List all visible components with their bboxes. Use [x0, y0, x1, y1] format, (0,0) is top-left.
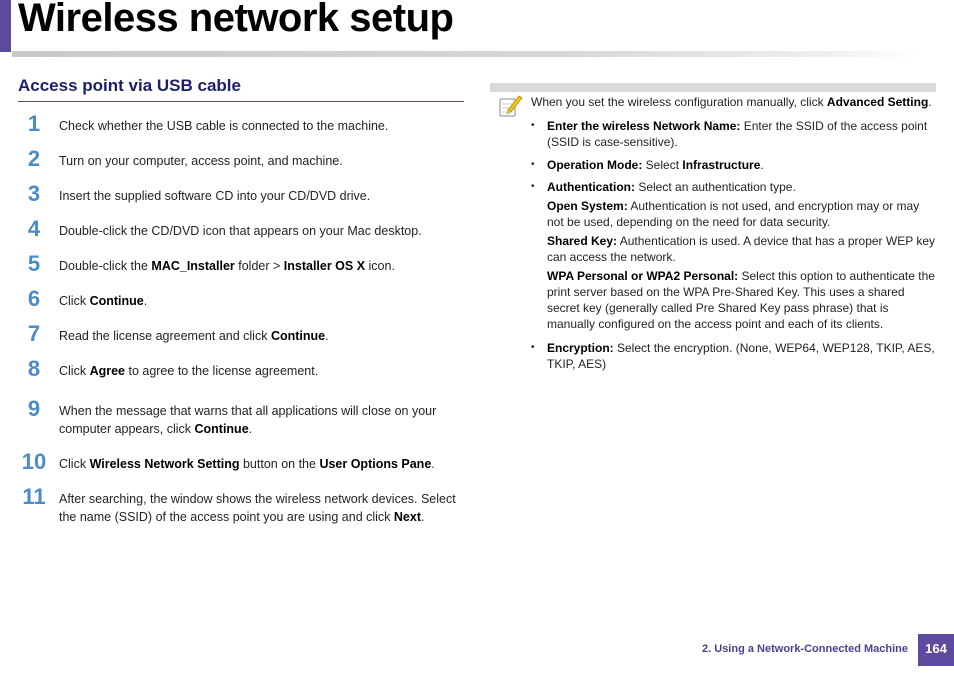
bullet-text	[547, 118, 939, 150]
bold-term: Continue	[89, 294, 144, 308]
step-number: 9	[27, 396, 41, 421]
bold-term: Continue	[270, 329, 326, 343]
step-number: 3	[27, 181, 41, 206]
bold-term: Continue	[194, 422, 249, 436]
bold-term: Authentication:	[547, 180, 635, 194]
bullet-dot: •	[531, 181, 535, 192]
bullet-paragraph: Enter the wireless Network Name: Enter the SSID of the access point (SSID is case-sensitive).	[547, 119, 928, 149]
step-text: Read the license agreement and click Continue.	[59, 329, 329, 343]
bold-term: Wireless Network Setting	[89, 457, 240, 471]
step-number: 2	[27, 146, 41, 171]
bullet-paragraph: Operation Mode: Select Infrastructure.	[547, 158, 764, 172]
bullet-paragraph: Encryption: Select the encryption. (None, WEP64, WEP128, TKIP, AES, TKIP, AES)	[547, 341, 935, 371]
step-text: Double-click the MAC_Installer folder > Installer OS X icon.	[59, 259, 395, 273]
section-divider	[18, 101, 464, 102]
step-number: 5	[27, 251, 41, 276]
bold-term: Shared Key:	[547, 234, 618, 248]
bold-term: User Options Pane	[319, 457, 432, 471]
bold-term: Agree	[89, 364, 125, 378]
step-text: Click Continue.	[59, 294, 148, 308]
page-number-badge: 164	[918, 634, 954, 666]
step-text: Click Wireless Network Setting button on the User Options Pane.	[59, 457, 435, 471]
bold-term: Encryption:	[547, 341, 614, 355]
bullet-text	[547, 179, 939, 332]
step-number: 4	[27, 216, 41, 241]
step-number: 10	[21, 449, 47, 474]
bold-term: Open System:	[547, 199, 628, 213]
bold-term: Infrastructure	[682, 158, 761, 172]
section-heading: Access point via USB cable	[18, 76, 241, 95]
step-number: 7	[27, 321, 41, 346]
step-number: 1	[27, 111, 41, 136]
bold-term: Operation Mode:	[547, 158, 643, 172]
step-text: When the message that warns that all applications will close on your computer appears, click Continue.	[59, 404, 437, 436]
bold-term: Installer OS X	[283, 259, 366, 273]
step-number: 8	[27, 356, 41, 381]
step-text: Check whether the USB cable is connected to the machine.	[59, 119, 389, 133]
note-header-bar	[490, 83, 936, 92]
bullet-text	[547, 157, 939, 173]
bullet-dot: •	[531, 342, 535, 353]
bullet-paragraph: Authentication: Select an authentication type.	[547, 180, 796, 194]
bullet-dot: •	[531, 120, 535, 131]
note-lead-text: When you set the wireless configuration manually, click Advanced Setting.	[531, 95, 932, 109]
step-text: After searching, the window shows the wireless network devices. Select the name (SSID) of the access point you are using and click Next.	[59, 492, 456, 524]
bullet-sub-paragraph: WPA Personal or WPA2 Personal: Select this option to authenticate the print server based on the WPA Pre-Shared Key. This uses a shared secret key (generally called Pre Shared Key pass phrase) that is manually configured on the access point and each of its clients.	[547, 269, 935, 331]
step-text: Turn on your computer, access point, and machine.	[59, 154, 343, 168]
step-text: Click Agree to agree to the license agreement.	[59, 364, 319, 378]
bold-term: Advanced Setting	[826, 95, 929, 109]
bullet-sub-paragraph: Open System: Authentication is not used, and encryption may or may not be used, depending on the need for data security.	[547, 199, 920, 229]
bullet-dot: •	[531, 159, 535, 170]
bold-term: Enter the wireless Network Name:	[547, 119, 741, 133]
bullet-sub-paragraph: Shared Key: Authentication is used. A device that has a proper WEP key can access the network.	[547, 234, 936, 264]
footer-chapter: 2. Using a Network-Connected Machine	[702, 643, 908, 655]
step-text: Double-click the CD/DVD icon that appears on your Mac desktop.	[59, 224, 422, 238]
title-divider	[12, 51, 917, 57]
bold-term: Next	[393, 510, 421, 524]
bullet-text	[547, 340, 939, 372]
page-title: Wireless network setup	[18, 0, 454, 40]
bold-term: MAC_Installer	[151, 259, 235, 273]
step-text: Insert the supplied software CD into your CD/DVD drive.	[59, 189, 371, 203]
step-number: 6	[27, 286, 41, 311]
note-pad-pencil-icon	[497, 93, 523, 119]
header-accent-bar	[0, 0, 11, 52]
bold-term: WPA Personal or WPA2 Personal:	[547, 269, 739, 283]
step-number: 11	[22, 484, 46, 509]
